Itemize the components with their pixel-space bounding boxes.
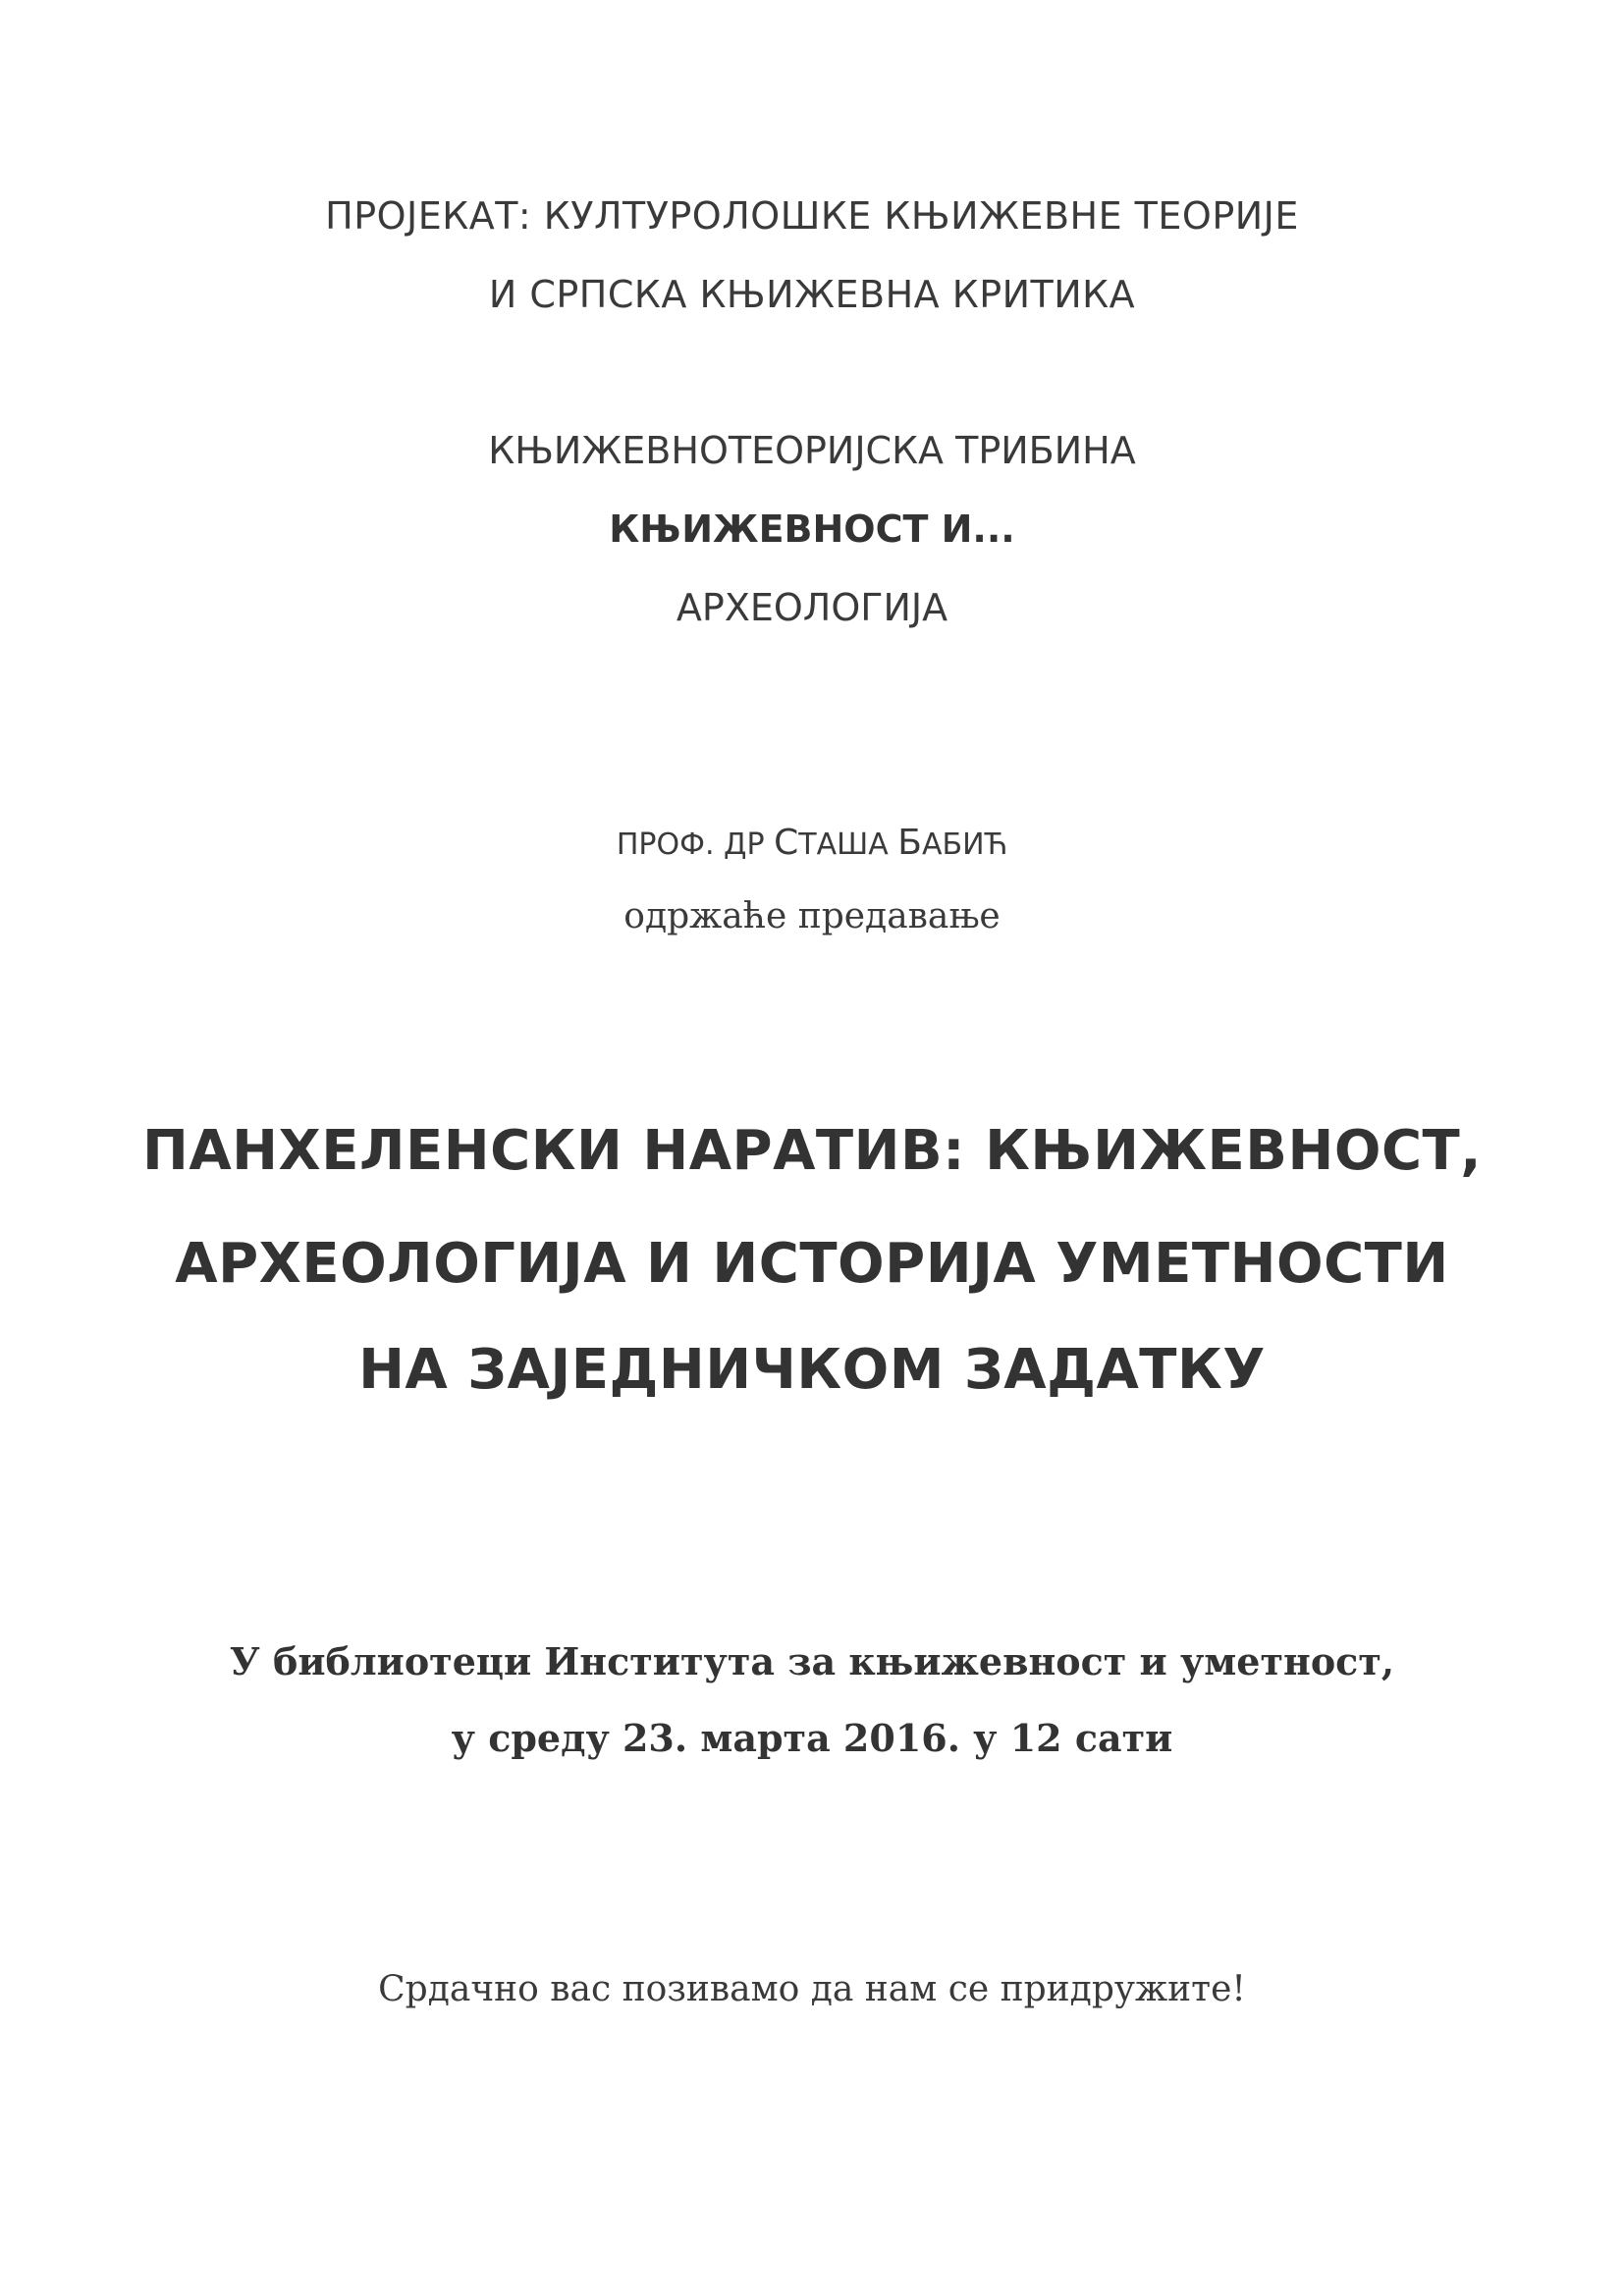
speaker-first-initial: С bbox=[774, 823, 799, 863]
tribune-topic: АРХЕОЛОГИЈА bbox=[676, 586, 948, 629]
venue-line-1: У библиотеци Института за књижевност и уметност, bbox=[229, 1639, 1395, 1683]
speaker-name bbox=[0, 823, 1624, 863]
project-title-line-2: И СРПСКА КЊИЖЕВНА КРИТИКА bbox=[488, 273, 1136, 316]
speaker-last-rest: АБИЋ bbox=[921, 828, 1008, 862]
speaker-last-initial: Б bbox=[897, 823, 922, 863]
tribune-name: КЊИЖЕВНОТЕОРИЈСКА ТРИБИНА bbox=[488, 429, 1136, 472]
project-title-line-1: ПРОЈЕКАТ: КУЛТУРОЛОШКЕ КЊИЖЕВНЕ ТЕОРИЈЕ bbox=[325, 194, 1299, 238]
lecture-title-line-1: ПАНХЕЛЕНСКИ НАРАТИВ: КЊИЖЕВНОСТ, bbox=[141, 1119, 1483, 1183]
lecture-title-line-3: НА ЗАЈЕДНИЧКОМ ЗАДАТКУ bbox=[358, 1338, 1266, 1402]
lecture-note: одржаће предавање bbox=[623, 896, 1001, 936]
speaker-title: ПРОФ. ДР bbox=[616, 828, 765, 862]
lecture-title-line-2: АРХЕОЛОГИЈА И ИСТОРИЈА УМЕТНОСТИ bbox=[175, 1232, 1449, 1296]
invitation-text: Срдачно вас позивамо да нам се придружите! bbox=[378, 1969, 1246, 2009]
venue-line-2: у среду 23. марта 2016. у 12 сати bbox=[451, 1716, 1173, 1760]
tribune-series: КЊИЖЕВНОСТ И... bbox=[609, 507, 1015, 551]
speaker-first-rest: ТАША bbox=[798, 828, 889, 862]
